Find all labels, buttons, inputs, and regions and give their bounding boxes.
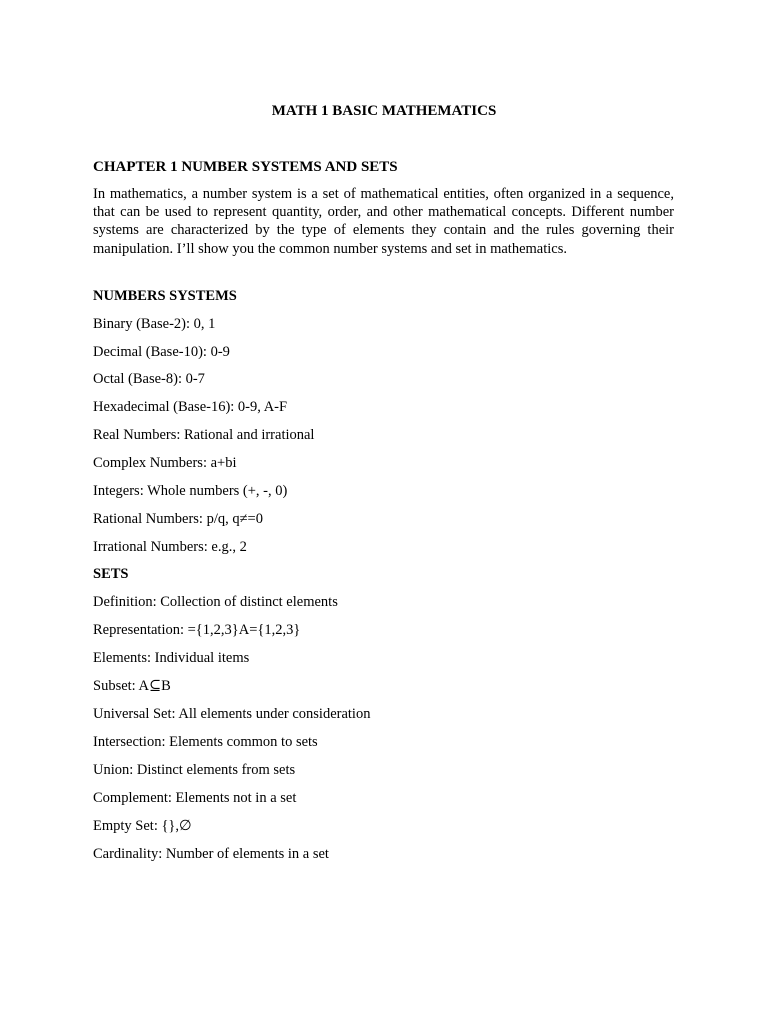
sets-item-elements: Elements: Individual items [93,650,250,666]
number-system-item-complex: Complex Numbers: a+bi [93,455,237,471]
intro-paragraph: In mathematics, a number system is a set of mathematical entities, often organized in a sequence, that can be used to represent quantity, order, and other mathematical concepts. Different number systems are characterized by the type of elements they contain and the rules governing their manipulation. I’ll show you the common number systems and set in mathematics. [93,186,674,257]
document-title: MATH 1 BASIC MATHEMATICS [271,103,497,119]
sets-item-complement: Complement: Elements not in a set [93,790,297,806]
number-systems-heading: NUMBERS SYSTEMS [93,288,237,304]
number-system-item-real: Real Numbers: Rational and irrational [93,427,315,443]
sets-item-subset: Subset: A⊆B [93,678,171,694]
number-system-item-octal: Octal (Base-8): 0-7 [93,371,205,387]
sets-item-universal-set: Universal Set: All elements under consideration [93,706,371,722]
chapter-heading: CHAPTER 1 NUMBER SYSTEMS AND SETS [93,159,398,175]
number-system-item-irrational: Irrational Numbers: e.g., 2 [93,539,247,555]
number-system-item-binary: Binary (Base-2): 0, 1 [93,316,216,332]
sets-item-empty-set: Empty Set: {},∅ [93,818,192,834]
sets-item-representation: Representation: ={1,2,3}A={1,2,3} [93,622,301,638]
sets-item-union: Union: Distinct elements from sets [93,762,296,778]
number-system-item-integers: Integers: Whole numbers (+, -, 0) [93,483,288,499]
sets-item-definition: Definition: Collection of distinct elements [93,594,338,610]
sets-item-cardinality: Cardinality: Number of elements in a set [93,846,329,862]
sets-heading: SETS [93,566,129,582]
number-system-item-rational: Rational Numbers: p/q, q≠=0 [93,511,263,527]
number-system-item-decimal: Decimal (Base-10): 0-9 [93,344,230,360]
number-system-item-hexadecimal: Hexadecimal (Base-16): 0-9, A-F [93,399,288,415]
sets-item-intersection: Intersection: Elements common to sets [93,734,318,750]
